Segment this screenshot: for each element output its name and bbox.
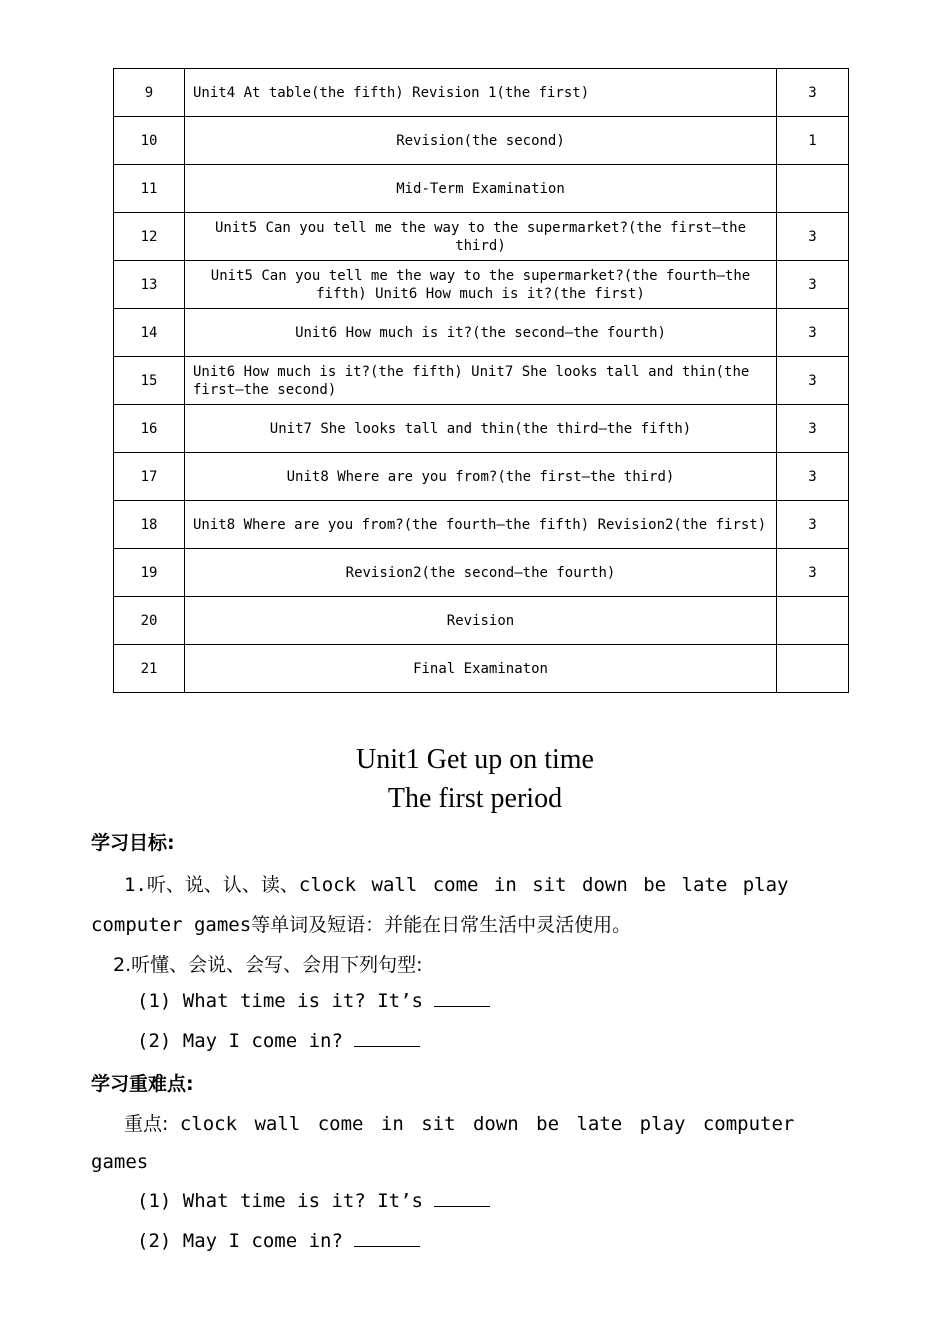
week-cell: 21 xyxy=(114,645,185,693)
table-row xyxy=(114,213,849,261)
table-row xyxy=(114,597,849,645)
objective-1-zh: 听、说、认、读、 xyxy=(146,874,299,896)
schedule-body xyxy=(114,69,849,693)
hours-cell: 3 xyxy=(777,549,849,597)
week-cell: 18 xyxy=(114,501,185,549)
hours-cell: 3 xyxy=(777,501,849,549)
content-cell: Unit6 How much is it?(the second—the fourth) xyxy=(185,309,777,357)
sentence-1 xyxy=(137,990,490,1012)
kp-sentence-1-text: (1) What time is it? It’s xyxy=(137,1190,423,1212)
kp-sentence-1 xyxy=(137,1190,490,1212)
week-cell: 10 xyxy=(114,117,185,165)
table-row xyxy=(114,309,849,357)
table-row xyxy=(114,117,849,165)
table-row xyxy=(114,549,849,597)
week-cell: 14 xyxy=(114,309,185,357)
hours-cell xyxy=(777,645,849,693)
sentence-2-text: (2) May I come in? xyxy=(137,1030,343,1052)
keypoints-heading: 学习重难点: xyxy=(91,1073,194,1095)
keypoints-cont: games xyxy=(91,1151,149,1173)
kp-sentence-2 xyxy=(137,1230,420,1252)
sentence-2 xyxy=(137,1030,420,1052)
content-cell: Revision(the second) xyxy=(185,117,777,165)
hours-cell: 3 xyxy=(777,453,849,501)
content-cell: Unit8 Where are you from?(the fourth—the fifth) Revision2(the first) xyxy=(185,501,777,549)
week-cell: 12 xyxy=(114,213,185,261)
period-title: The first period xyxy=(387,783,563,814)
hours-cell: 3 xyxy=(777,213,849,261)
kp-sentence-2-text: (2) May I come in? xyxy=(137,1230,343,1252)
content-cell: Revision2(the second—the fourth) xyxy=(185,549,777,597)
unit-title: Unit1 Get up on time xyxy=(356,744,594,775)
keypoints-label: 重点: xyxy=(124,1113,169,1135)
week-cell: 9 xyxy=(114,69,185,117)
objective-1-number: 1. xyxy=(124,874,147,896)
content-cell: Unit5 Can you tell me the way to the supermarket?(the first—the third) xyxy=(185,213,777,261)
week-cell: 15 xyxy=(114,357,185,405)
hours-cell: 3 xyxy=(777,69,849,117)
answer-blank xyxy=(434,990,490,1007)
content-cell: Revision xyxy=(185,597,777,645)
sentence-1-text: (1) What time is it? It’s xyxy=(137,990,423,1012)
content-cell: Unit8 Where are you from?(the first—the third) xyxy=(185,453,777,501)
week-cell: 16 xyxy=(114,405,185,453)
content-cell: Final Examinaton xyxy=(185,645,777,693)
keypoints-continued xyxy=(91,1151,148,1173)
table-row xyxy=(114,453,849,501)
hours-cell: 3 xyxy=(777,357,849,405)
table-row xyxy=(114,357,849,405)
objective-2 xyxy=(113,950,423,977)
table-row xyxy=(114,501,849,549)
hours-cell xyxy=(777,165,849,213)
week-cell: 20 xyxy=(114,597,185,645)
content-cell: Unit6 How much is it?(the fifth) Unit7 She looks tall and thin(the first—the second) xyxy=(185,357,777,405)
week-cell: 17 xyxy=(114,453,185,501)
keypoints-line xyxy=(124,1109,794,1136)
content-cell: Mid-Term Examination xyxy=(185,165,777,213)
content-cell: Unit7 She looks tall and thin(the third—the fifth) xyxy=(185,405,777,453)
content-cell: Unit4 At table(the fifth) Revision 1(the first) xyxy=(185,69,777,117)
objective-1-words: clock wall come in sit down be late play xyxy=(298,874,789,896)
table-row xyxy=(114,645,849,693)
answer-blank xyxy=(354,1230,420,1247)
objective-2-text: 2.听懂、会说、会写、会用下列句型: xyxy=(113,954,423,976)
table-row xyxy=(114,165,849,213)
answer-blank xyxy=(434,1190,490,1207)
keypoints-words: clock wall come in sit down be late play computer xyxy=(179,1113,795,1135)
objective-1 xyxy=(124,870,788,897)
table-row xyxy=(114,261,849,309)
hours-cell: 3 xyxy=(777,405,849,453)
week-cell: 13 xyxy=(114,261,185,309)
objective-1-continued xyxy=(91,910,631,937)
week-cell: 11 xyxy=(114,165,185,213)
hours-cell: 3 xyxy=(777,261,849,309)
schedule-table xyxy=(113,68,849,693)
answer-blank xyxy=(354,1030,420,1047)
objective-1-cont: computer games xyxy=(91,914,252,936)
hours-cell xyxy=(777,597,849,645)
content-cell: Unit5 Can you tell me the way to the supermarket?(the fourth—the fifth) Unit6 How much is it?(the first) xyxy=(185,261,777,309)
objectives-heading: 学习目标: xyxy=(91,832,175,854)
hours-cell: 3 xyxy=(777,309,849,357)
table-row xyxy=(114,69,849,117)
objective-1-tail: 等单词及短语：并能在日常生活中灵活使用。 xyxy=(251,914,632,936)
table-row xyxy=(114,405,849,453)
hours-cell: 1 xyxy=(777,117,849,165)
week-cell: 19 xyxy=(114,549,185,597)
